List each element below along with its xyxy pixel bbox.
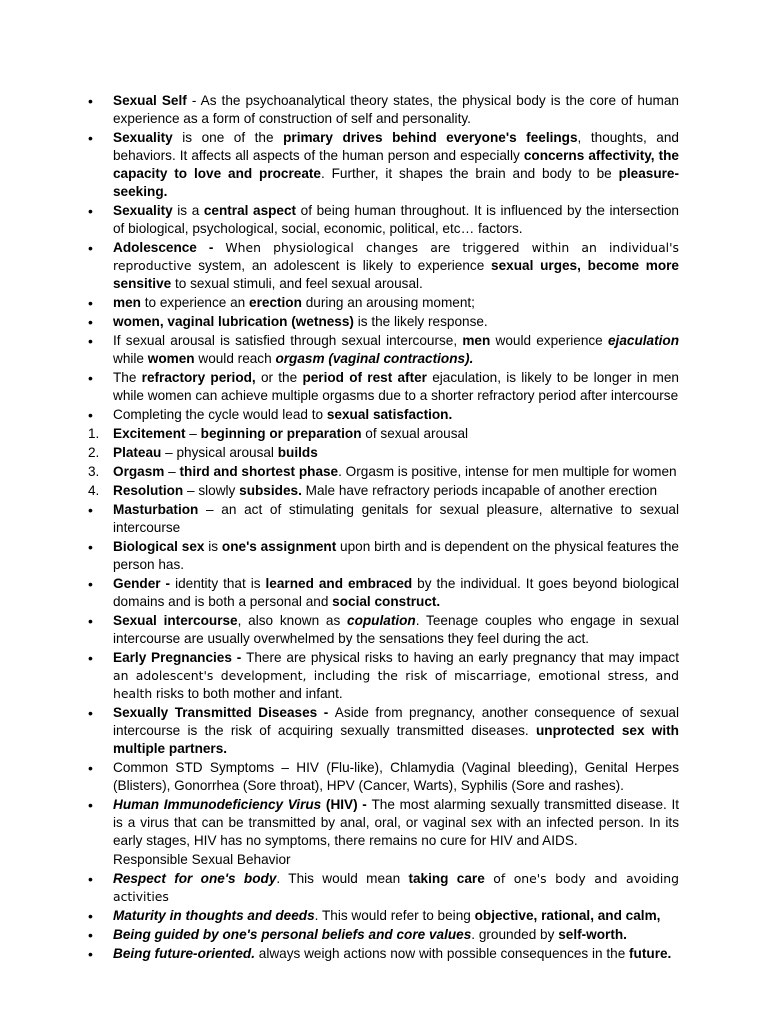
bullet-icon [88, 501, 108, 520]
bullet-icon [88, 945, 108, 964]
list-item [88, 369, 679, 405]
text-run: Resolution [113, 483, 184, 498]
list-item [88, 202, 679, 238]
text-run: an adolescent's development, including the risk of miscarriage, emotional stress, and health [113, 668, 679, 701]
text-run: would reach [194, 351, 276, 366]
text-run: ejaculation, is likely to be longer in men while women can achieve multiple orgasms due to a shorter refractory period after intercourse [113, 370, 679, 403]
bullet-icon [88, 649, 108, 668]
text-run: would experience [490, 333, 608, 348]
text-run: Being future-oriented. [113, 946, 255, 961]
bullet-icon [88, 759, 108, 778]
text-run: - As the psychoanalytical theory states, the physical body is the core of human experience as a form of construction of self and personality. [113, 93, 679, 126]
text-run: builds [277, 445, 318, 460]
text-run: The most alarming sexually transmitted disease. It is a virus that can be transmitted by anal, oral, or vaginal sex with an infected person. In its early stages, HIV has no symptoms, there remains no cure for HIV and AIDS. [113, 797, 680, 848]
text-run: future. [629, 946, 672, 961]
list-number: 3. [88, 464, 100, 479]
text-run: copulation [347, 613, 416, 628]
text-run: . Further, it shapes the brain and body to be [321, 166, 619, 181]
bullet-icon [88, 406, 108, 425]
text-run: subsides. [239, 483, 302, 498]
text-run: objective, rational, and calm, [474, 908, 661, 923]
list-item [88, 482, 679, 500]
notes-list [88, 92, 679, 850]
list-item [88, 796, 679, 850]
bullet-icon [88, 313, 108, 332]
list-item [88, 313, 679, 331]
text-run: Gender - [113, 576, 176, 591]
text-run: erection [249, 295, 302, 310]
text-run: – [185, 426, 201, 441]
text-run: learned and embraced [265, 576, 413, 591]
list-item [88, 406, 679, 424]
bullet-icon [88, 332, 108, 351]
text-run: concerns affectivity, the capacity to love and procreate [113, 148, 679, 181]
list-item [88, 239, 679, 293]
text-run: third and shortest phase [179, 464, 339, 479]
bullet-icon [88, 369, 108, 388]
text-run: is [204, 539, 222, 554]
list-number: 1. [88, 426, 100, 441]
text-run: during an arousing moment; [301, 295, 475, 310]
text-run: is one of the [172, 130, 284, 145]
list-number: 4. [88, 483, 100, 498]
text-run: . Teenage couples who engage in sexual intercourse are usually overwhelmed by the sensations they feel during the act. [113, 613, 679, 646]
text-run: (HIV) - [321, 797, 372, 812]
text-run: of sexual arousal [361, 426, 469, 441]
text-run: sexual urges, become more sensitive [113, 258, 679, 291]
text-run: Orgasm [113, 464, 165, 479]
bullet-icon [88, 575, 108, 594]
text-run: . This would refer to being [314, 908, 475, 923]
text-run: self-worth. [558, 927, 627, 942]
text-run: When physiological changes are triggered within an individual's reproductive [113, 240, 679, 273]
text-run: men [113, 295, 141, 310]
list-item [88, 759, 679, 795]
text-run: beginning or preparation [200, 426, 362, 441]
behavior-item [88, 907, 679, 925]
text-run: Masturbation [113, 502, 199, 517]
list-item [88, 501, 679, 537]
bullet-icon [88, 926, 108, 945]
bullet-icon [88, 907, 108, 926]
text-run: – slowly [183, 483, 240, 498]
text-run: Sexuality [113, 130, 173, 145]
text-run: . This would mean [276, 871, 409, 886]
text-run: of one's body and avoiding activities [113, 871, 679, 904]
text-run: . Orgasm is positive, intense for men multiple for women [338, 464, 677, 479]
text-run: Sexuality [113, 203, 173, 218]
list-item [88, 425, 679, 443]
list-item [88, 649, 679, 703]
bullet-icon [88, 538, 108, 557]
text-run: Biological sex [113, 539, 205, 554]
list-item [88, 463, 679, 481]
bullet-icon [88, 92, 108, 111]
text-run: refractory period, [141, 370, 256, 385]
text-run: Sexually Transmitted Diseases - [113, 705, 335, 720]
behavior-item [88, 870, 679, 906]
text-run: The [113, 370, 142, 385]
list-item [88, 332, 679, 368]
behavior-item [88, 926, 679, 944]
text-run: period of rest after [302, 370, 427, 385]
text-run: while [113, 351, 148, 366]
text-run: Being guided by one's personal beliefs and core values [113, 927, 472, 942]
bullet-icon [88, 202, 108, 221]
text-run: always weigh actions now with possible consequences in the [254, 946, 630, 961]
text-run: , also known as [237, 613, 348, 628]
text-run: sexual satisfaction. [326, 407, 453, 422]
text-run: to experience an [140, 295, 250, 310]
text-run: Maturity in thoughts and deeds [113, 908, 315, 923]
text-run: . grounded by [471, 927, 559, 942]
subheading: Responsible Sexual Behavior [113, 852, 291, 867]
text-run: system, an adolescent is likely to experience [191, 258, 492, 273]
text-run: to sexual stimuli, and feel sexual arousal. [171, 276, 423, 291]
text-run: risks to both mother and infant. [152, 686, 343, 701]
text-run: ejaculation [607, 333, 679, 348]
text-run: Common STD Symptoms – HIV (Flu-like), Chlamydia (Vaginal bleeding), Genital Herpes (Blisters), Gonorrhea (Sore throat), HPV (Cancer, Warts), Syphilis (Sore and rashes). [113, 760, 679, 793]
list-item [88, 704, 679, 758]
bullet-icon [88, 612, 108, 631]
bullet-icon [88, 294, 108, 313]
list-item [88, 538, 679, 574]
text-run: is the likely response. [353, 314, 488, 329]
text-run: Male have refractory periods incapable of another erection [301, 483, 658, 498]
text-run: Early Pregnancies - [113, 650, 247, 665]
text-run: Excitement [113, 426, 186, 441]
text-run: social construct. [332, 594, 441, 609]
text-run: central aspect [203, 203, 297, 218]
text-run: If sexual arousal is satisfied through sexual intercourse, [113, 333, 463, 348]
behavior-item [88, 945, 679, 963]
text-run: by the individual. It goes beyond biological domains and is both a personal and [113, 576, 679, 609]
text-run: Plateau [113, 445, 162, 460]
list-item [88, 92, 679, 128]
text-run: or the [255, 370, 303, 385]
text-run: of being human throughout. It is influenced by the intersection of biological, psychological, social, economic, political, etc… factors. [113, 203, 679, 236]
document-page [88, 92, 679, 964]
bullet-icon [88, 704, 108, 723]
text-run: primary drives behind everyone's feelings [283, 130, 578, 145]
bullet-icon [88, 129, 108, 148]
bullet-icon [88, 796, 108, 815]
text-run: taking care [408, 871, 485, 886]
text-run: men [462, 333, 491, 348]
text-run: orgasm (vaginal contractions). [275, 351, 474, 366]
behavior-list [88, 870, 679, 963]
list-item [88, 575, 679, 611]
text-run: one's assignment [221, 539, 337, 554]
text-run: women, vaginal lubrication (wetness) [113, 314, 354, 329]
text-run: unprotected sex with multiple partners. [113, 723, 679, 756]
text-run: Respect for one's body [113, 871, 277, 886]
text-run: women [147, 351, 195, 366]
list-item [88, 612, 679, 648]
text-run: – physical arousal [161, 445, 278, 460]
list-number: 2. [88, 445, 100, 460]
text-run: Human Immunodeficiency Virus [113, 797, 322, 812]
text-run: Sexual intercourse [113, 613, 238, 628]
text-run: pleasure-seeking. [113, 166, 680, 199]
list-item [88, 129, 679, 201]
text-run: – an act of stimulating genitals for sexual pleasure, alternative to sexual intercourse [113, 502, 679, 535]
text-run: – [164, 464, 180, 479]
text-run: Completing the cycle would lead to [113, 407, 327, 422]
text-run: Sexual Self [113, 93, 187, 108]
text-run: Aside from pregnancy, another consequence of sexual intercourse is the risk of acquiring sexually transmitted diseases. [113, 705, 679, 738]
text-run: upon birth and is dependent on the physical features the person has. [113, 539, 679, 572]
list-item [88, 444, 679, 462]
text-run: , thoughts, and behaviors. It affects all aspects of the human person and especially [113, 130, 679, 163]
text-run: Adolescence - [113, 240, 226, 255]
text-run: is a [172, 203, 204, 218]
text-run: There are physical risks to having an early pregnancy that may impact [246, 650, 679, 665]
bullet-icon [88, 239, 108, 258]
bullet-icon [88, 870, 108, 889]
text-run: identity that is [175, 576, 266, 591]
list-item [88, 294, 679, 312]
